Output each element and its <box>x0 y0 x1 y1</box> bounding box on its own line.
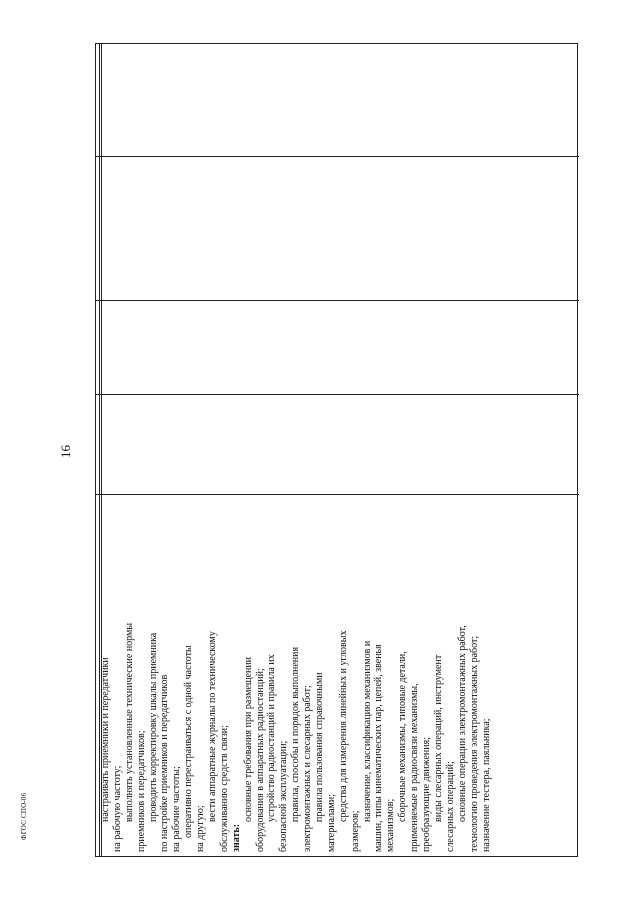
content-line: материалами; <box>325 793 337 852</box>
content-line: правила пользования справочными <box>314 672 326 822</box>
content-line: технологию проведения электромонтажных работ; <box>468 635 480 852</box>
content-line: электромонтажных и слесарных работ; <box>302 685 314 852</box>
content-line: проводить корректировку шкалы приемника <box>147 632 159 822</box>
content-line: обслуживанию средств связи; <box>218 725 230 852</box>
content-line: приемников и передатчиков; <box>135 730 147 852</box>
content-line: на рабочие частоты; <box>171 766 183 852</box>
table-row-divider <box>96 494 579 495</box>
content-line: основные операции электромонтажных работ, <box>456 625 468 822</box>
content-line: назначение, классификацию механизмов и <box>361 640 373 822</box>
table-row-divider <box>96 394 579 395</box>
content-line: оборудования в аппаратных радиостанций; <box>254 668 266 852</box>
table-row-divider <box>96 156 579 157</box>
content-line: безопасной эксплуатации; <box>278 740 290 852</box>
page-number: 16 <box>58 445 73 458</box>
content-line: виды слесарных операций, инструмент <box>432 654 444 822</box>
content-line: на другую; <box>195 805 207 852</box>
content-line: размеров; <box>349 810 361 852</box>
content-line: вести аппаратные журналы по техническому <box>207 631 219 822</box>
content-line: на рабочую частоту; <box>111 765 123 852</box>
content-line: слесарных операций; <box>444 761 456 852</box>
content-line: назначение тестера, паяльника; <box>480 718 492 852</box>
content-line: по настройке приемников и передатчиков <box>159 674 171 852</box>
content-line: средства для измерения линейных и угловых <box>337 630 349 822</box>
footer-label: ФГОС СПО-06 <box>20 792 28 840</box>
content-line: знать: <box>230 823 242 852</box>
content-line: правила, способы и порядок выполнения <box>290 646 302 822</box>
content-line: устройство радиостанций и правила их <box>266 654 278 822</box>
content-line: машин, типы кинематических пар, цепей, звенья <box>373 644 385 852</box>
content-line: настраивать приемники и передатчики <box>100 657 111 822</box>
competency-text-cell <box>100 502 575 852</box>
content-line: основные требования при размещении <box>242 656 254 822</box>
content-line: выполнять установленные технические нормы <box>123 622 135 822</box>
content-line: сборочные механизмы, типовые детали, <box>397 651 409 822</box>
table-row-divider <box>96 300 579 301</box>
content-line: применяемые в радиосвязи механизмы, <box>409 683 421 852</box>
content-line: механизмов; <box>385 798 397 852</box>
content-line: преобразующие движения; <box>421 737 433 852</box>
content-line: оперативно перестраиваться с одной частоты <box>183 645 195 838</box>
